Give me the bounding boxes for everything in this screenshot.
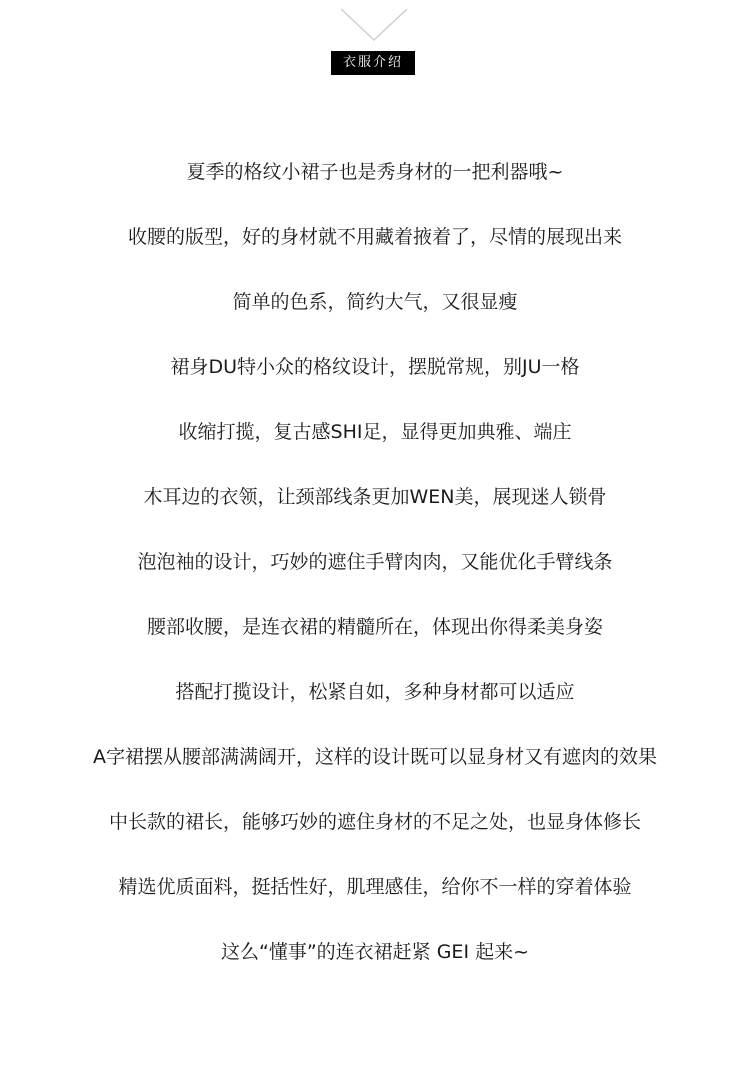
description-line: 泡泡袖的设计，巧妙的遮住手臂肉肉，又能优化手臂线条 bbox=[137, 551, 613, 573]
description-line: 精选优质面料，挺括性好，肌理感佳，给你不一样的穿着体验 bbox=[118, 876, 632, 898]
description-line: 收缩打揽，复古感SHI足，显得更加典雅、端庄 bbox=[178, 421, 572, 443]
description-line: 搭配打揽设计，松紧自如，多种身材都可以适应 bbox=[175, 681, 575, 703]
description-line: 裙身DU特小众的格纹设计，摆脱常规，别JU一格 bbox=[170, 356, 580, 378]
description-line: A字裙摆从腰部满满阔开，这样的设计既可以显身材又有遮肉的效果 bbox=[93, 746, 657, 768]
description-line: 简单的色系，简约大气，又很显瘦 bbox=[232, 291, 518, 313]
section-label: 衣服介绍 bbox=[331, 51, 415, 75]
description-line: 木耳边的衣领，让颈部线条更加WEN美，展现迷人锁骨 bbox=[143, 486, 607, 508]
description-line: 中长款的裙长，能够巧妙的遮住身材的不足之处，也显身体修长 bbox=[108, 811, 641, 833]
description-line: 夏季的格纹小裙子也是秀身材的一把利器哦~ bbox=[186, 161, 564, 183]
description-line: 收腰的版型，好的身材就不用藏着掖着了，尽情的展现出来 bbox=[127, 226, 622, 248]
description-line: 腰部收腰，是连衣裙的精髓所在，体现出你得柔美身姿 bbox=[146, 616, 603, 638]
description-line: 这么“懂事”的连衣裙赶紧 GEI 起来~ bbox=[220, 941, 530, 963]
